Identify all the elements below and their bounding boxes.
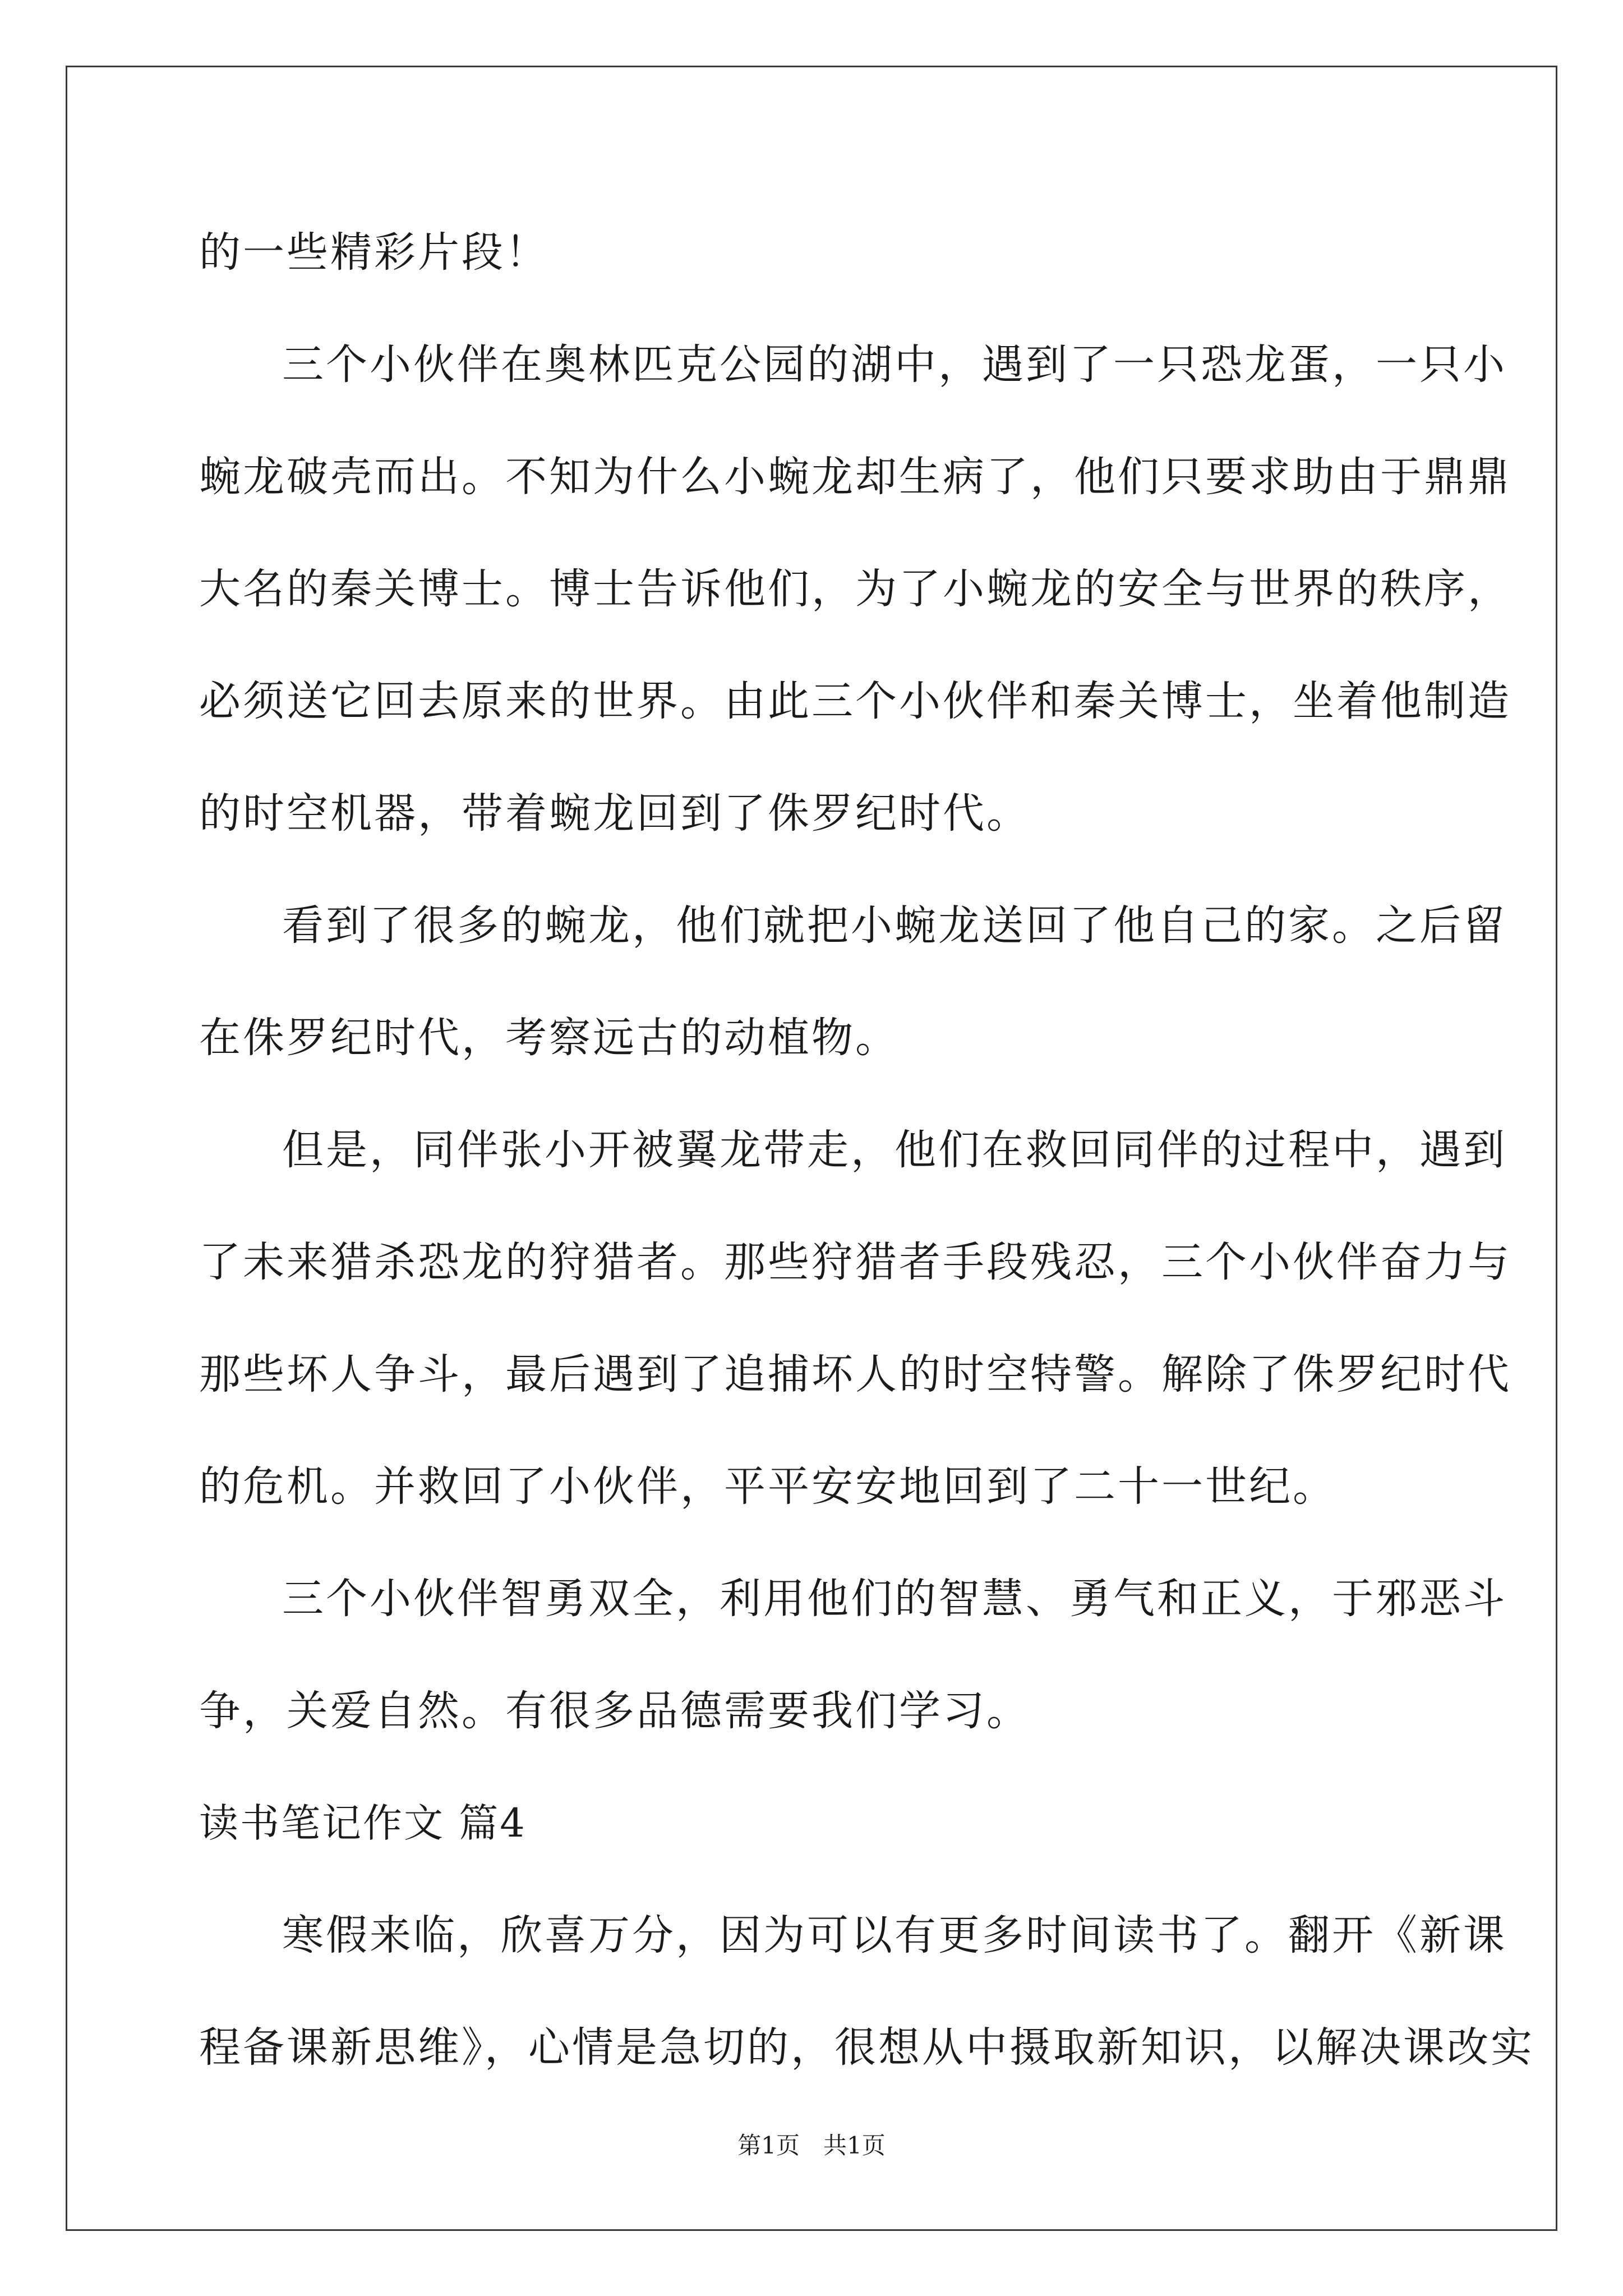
text-line-13: 三个小伙伴智勇双全，利用他们的智慧、勇气和正义，于邪恶斗 (282, 1575, 1507, 1623)
document-body (199, 216, 1534, 2123)
text-line-3: 蜿龙破壳而出。不知为什么小蜿龙却生病了，他们只要求助由于鼎鼎 (199, 453, 1511, 501)
text-line-4: 大名的秦关博士。博士告诉他们，为了小蜿龙的安全与世界的秩序， (199, 565, 1511, 613)
text-line-17: 程备课新思维》，心情是急切的，很想从中摄取新知识，以解决课改实 (199, 2023, 1534, 2072)
text-line-9: 但是，同伴张小开被翼龙带走，他们在救回同伴的过程中，遇到 (282, 1126, 1507, 1174)
text-line-14: 争，关爱自然。有很多品德需要我们学习。 (199, 1687, 1030, 1735)
text-line-1: 的一些精彩片段！ (199, 228, 549, 277)
text-line-7: 看到了很多的蜿龙，他们就把小蜿龙送回了他自己的家。之后留 (282, 901, 1507, 950)
text-line-12: 的危机。并救回了小伙伴，平平安安地回到了二十一世纪。 (199, 1462, 1336, 1511)
text-line-10: 了未来猎杀恐龙的狩猎者。那些狩猎者手段残忍，三个小伙伴奋力与 (199, 1238, 1511, 1286)
text-line-6: 的时空机器，带着蜿龙回到了侏罗纪时代。 (199, 789, 1030, 838)
text-line-16: 寒假来临，欣喜万分，因为可以有更多时间读书了。翻开《新课 (282, 1911, 1507, 1959)
text-line-8: 在侏罗纪时代，考察远古的动植物。 (199, 1014, 899, 1062)
text-line-5: 必须送它回去原来的世界。由此三个小伙伴和秦关博士，坐着他制造 (199, 677, 1511, 725)
page-footer: 第1页 共1页 (737, 2132, 886, 2159)
text-line-11: 那些坏人争斗，最后遇到了追捕坏人的时空特警。解除了侏罗纪时代 (199, 1350, 1511, 1398)
section-heading: 读书笔记作文 篇4 (199, 1800, 527, 1846)
text-line-2: 三个小伙伴在奥林匹克公园的湖中，遇到了一只恐龙蛋，一只小 (282, 341, 1507, 389)
